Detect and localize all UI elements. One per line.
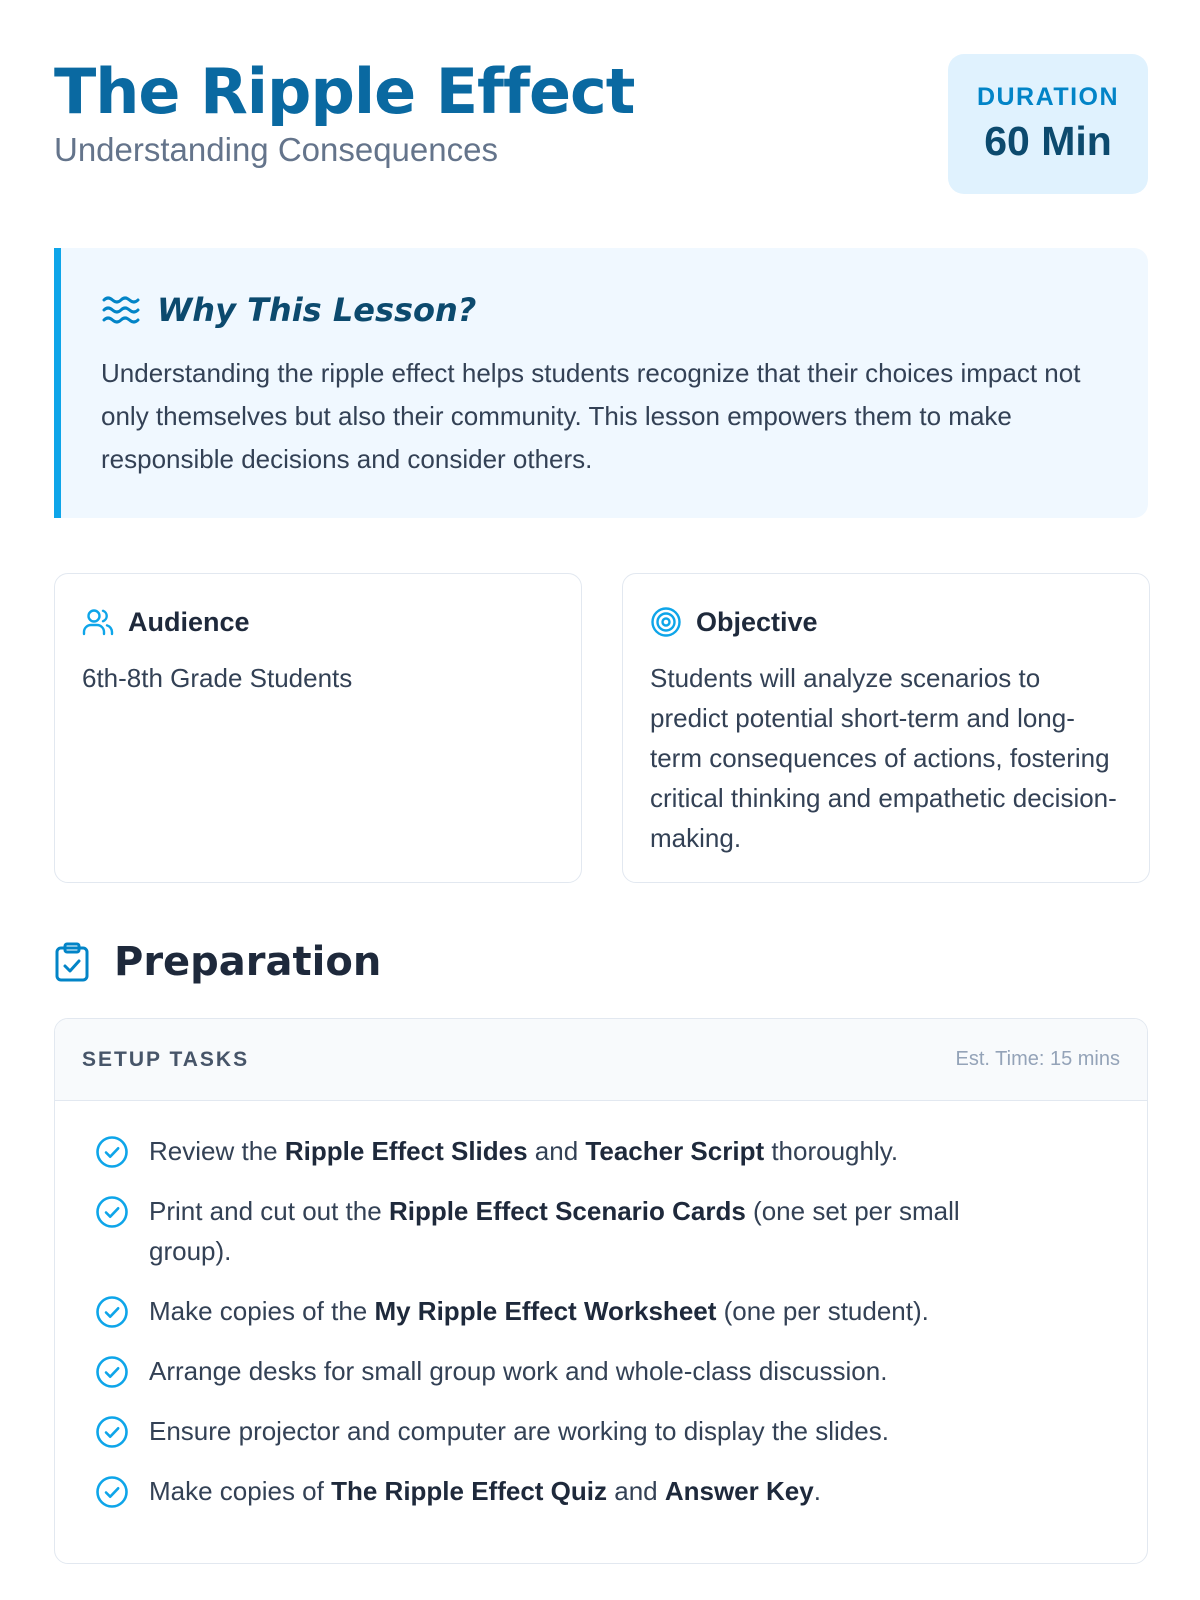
objective-text: Students will analyze scenarios to predict potential short-term and long-term consequences of actions, fostering critical thinking and empathetic decision-making. bbox=[650, 663, 1117, 853]
clipboard-check-icon bbox=[54, 942, 90, 982]
check-circle-icon bbox=[95, 1475, 129, 1509]
why-text: Understanding the ripple effect helps students recognize that their choices impact not only themselves but also their community. This lesson empowers them to make responsible decisions and consider others. bbox=[101, 358, 1081, 474]
task-text bbox=[149, 1291, 1049, 1331]
target-icon bbox=[650, 606, 682, 638]
list-item bbox=[95, 1411, 1107, 1451]
task-text-bold: Ripple Effect Scenario Cards bbox=[388, 1196, 746, 1226]
setup-tasks-panel bbox=[54, 1018, 1148, 1564]
duration-badge bbox=[948, 54, 1148, 194]
check-circle-icon bbox=[95, 1295, 129, 1329]
task-list bbox=[55, 1101, 1147, 1511]
list-item bbox=[95, 1471, 1107, 1511]
task-text bbox=[149, 1471, 1049, 1511]
why-heading bbox=[101, 290, 1108, 330]
task-text-segment: (one per student). bbox=[716, 1296, 929, 1326]
audience-text: 6th-8th Grade Students bbox=[82, 663, 353, 693]
task-text-segment: Arrange desks for small group work and whole-class discussion. bbox=[149, 1356, 888, 1386]
task-text-segment: Print and cut out the bbox=[149, 1196, 389, 1226]
why-this-lesson-callout bbox=[54, 248, 1148, 518]
list-item bbox=[95, 1291, 1107, 1331]
task-text-segment: thoroughly. bbox=[764, 1136, 899, 1166]
preparation-heading bbox=[54, 934, 381, 990]
list-item bbox=[95, 1191, 1107, 1271]
objective-card bbox=[622, 573, 1150, 883]
page-title: The Ripple Effect bbox=[54, 55, 635, 128]
why-title: Why This Lesson? bbox=[157, 291, 477, 329]
task-text-segment: and bbox=[527, 1136, 586, 1166]
task-text bbox=[149, 1411, 1049, 1451]
objective-heading bbox=[650, 604, 1122, 640]
users-icon bbox=[82, 606, 114, 638]
task-text-bold: Teacher Script bbox=[585, 1136, 765, 1166]
task-text-segment: Review the bbox=[149, 1136, 285, 1166]
task-text-bold: Answer Key bbox=[664, 1476, 814, 1506]
check-circle-icon bbox=[95, 1135, 129, 1169]
duration-label: DURATION bbox=[976, 83, 1120, 111]
task-text bbox=[149, 1351, 1049, 1391]
list-item bbox=[95, 1351, 1107, 1391]
task-text-segment: and bbox=[607, 1476, 665, 1506]
task-text bbox=[149, 1191, 1049, 1271]
task-text-segment: Make copies of the bbox=[149, 1296, 375, 1326]
task-text-segment: Ensure projector and computer are working to display the slides. bbox=[149, 1416, 889, 1446]
audience-heading bbox=[82, 604, 554, 640]
setup-tasks-label: SETUP TASKS bbox=[82, 1047, 250, 1071]
task-text-bold: The Ripple Effect Quiz bbox=[331, 1476, 608, 1506]
list-item bbox=[95, 1131, 1107, 1171]
page-subtitle: Understanding Consequences bbox=[54, 131, 498, 168]
task-text-bold: Ripple Effect Slides bbox=[284, 1136, 528, 1166]
check-circle-icon bbox=[95, 1355, 129, 1389]
objective-title: Objective bbox=[696, 606, 818, 637]
lesson-header bbox=[54, 54, 1148, 194]
task-text-segment: Make copies of bbox=[149, 1476, 332, 1506]
setup-tasks-header bbox=[55, 1019, 1147, 1101]
task-text-segment: . bbox=[813, 1476, 821, 1506]
task-text-segment: (one set per small group). bbox=[149, 1196, 960, 1266]
task-text bbox=[149, 1131, 1049, 1171]
audience-title: Audience bbox=[128, 606, 250, 637]
duration-value: 60 Min bbox=[984, 118, 1112, 164]
waves-icon bbox=[101, 293, 141, 327]
task-text-bold: My Ripple Effect Worksheet bbox=[374, 1296, 717, 1326]
check-circle-icon bbox=[95, 1195, 129, 1229]
audience-card bbox=[54, 573, 582, 883]
estimated-time: Est. Time: 15 mins bbox=[955, 1048, 1120, 1070]
check-circle-icon bbox=[95, 1415, 129, 1449]
preparation-title: Preparation bbox=[114, 939, 382, 985]
